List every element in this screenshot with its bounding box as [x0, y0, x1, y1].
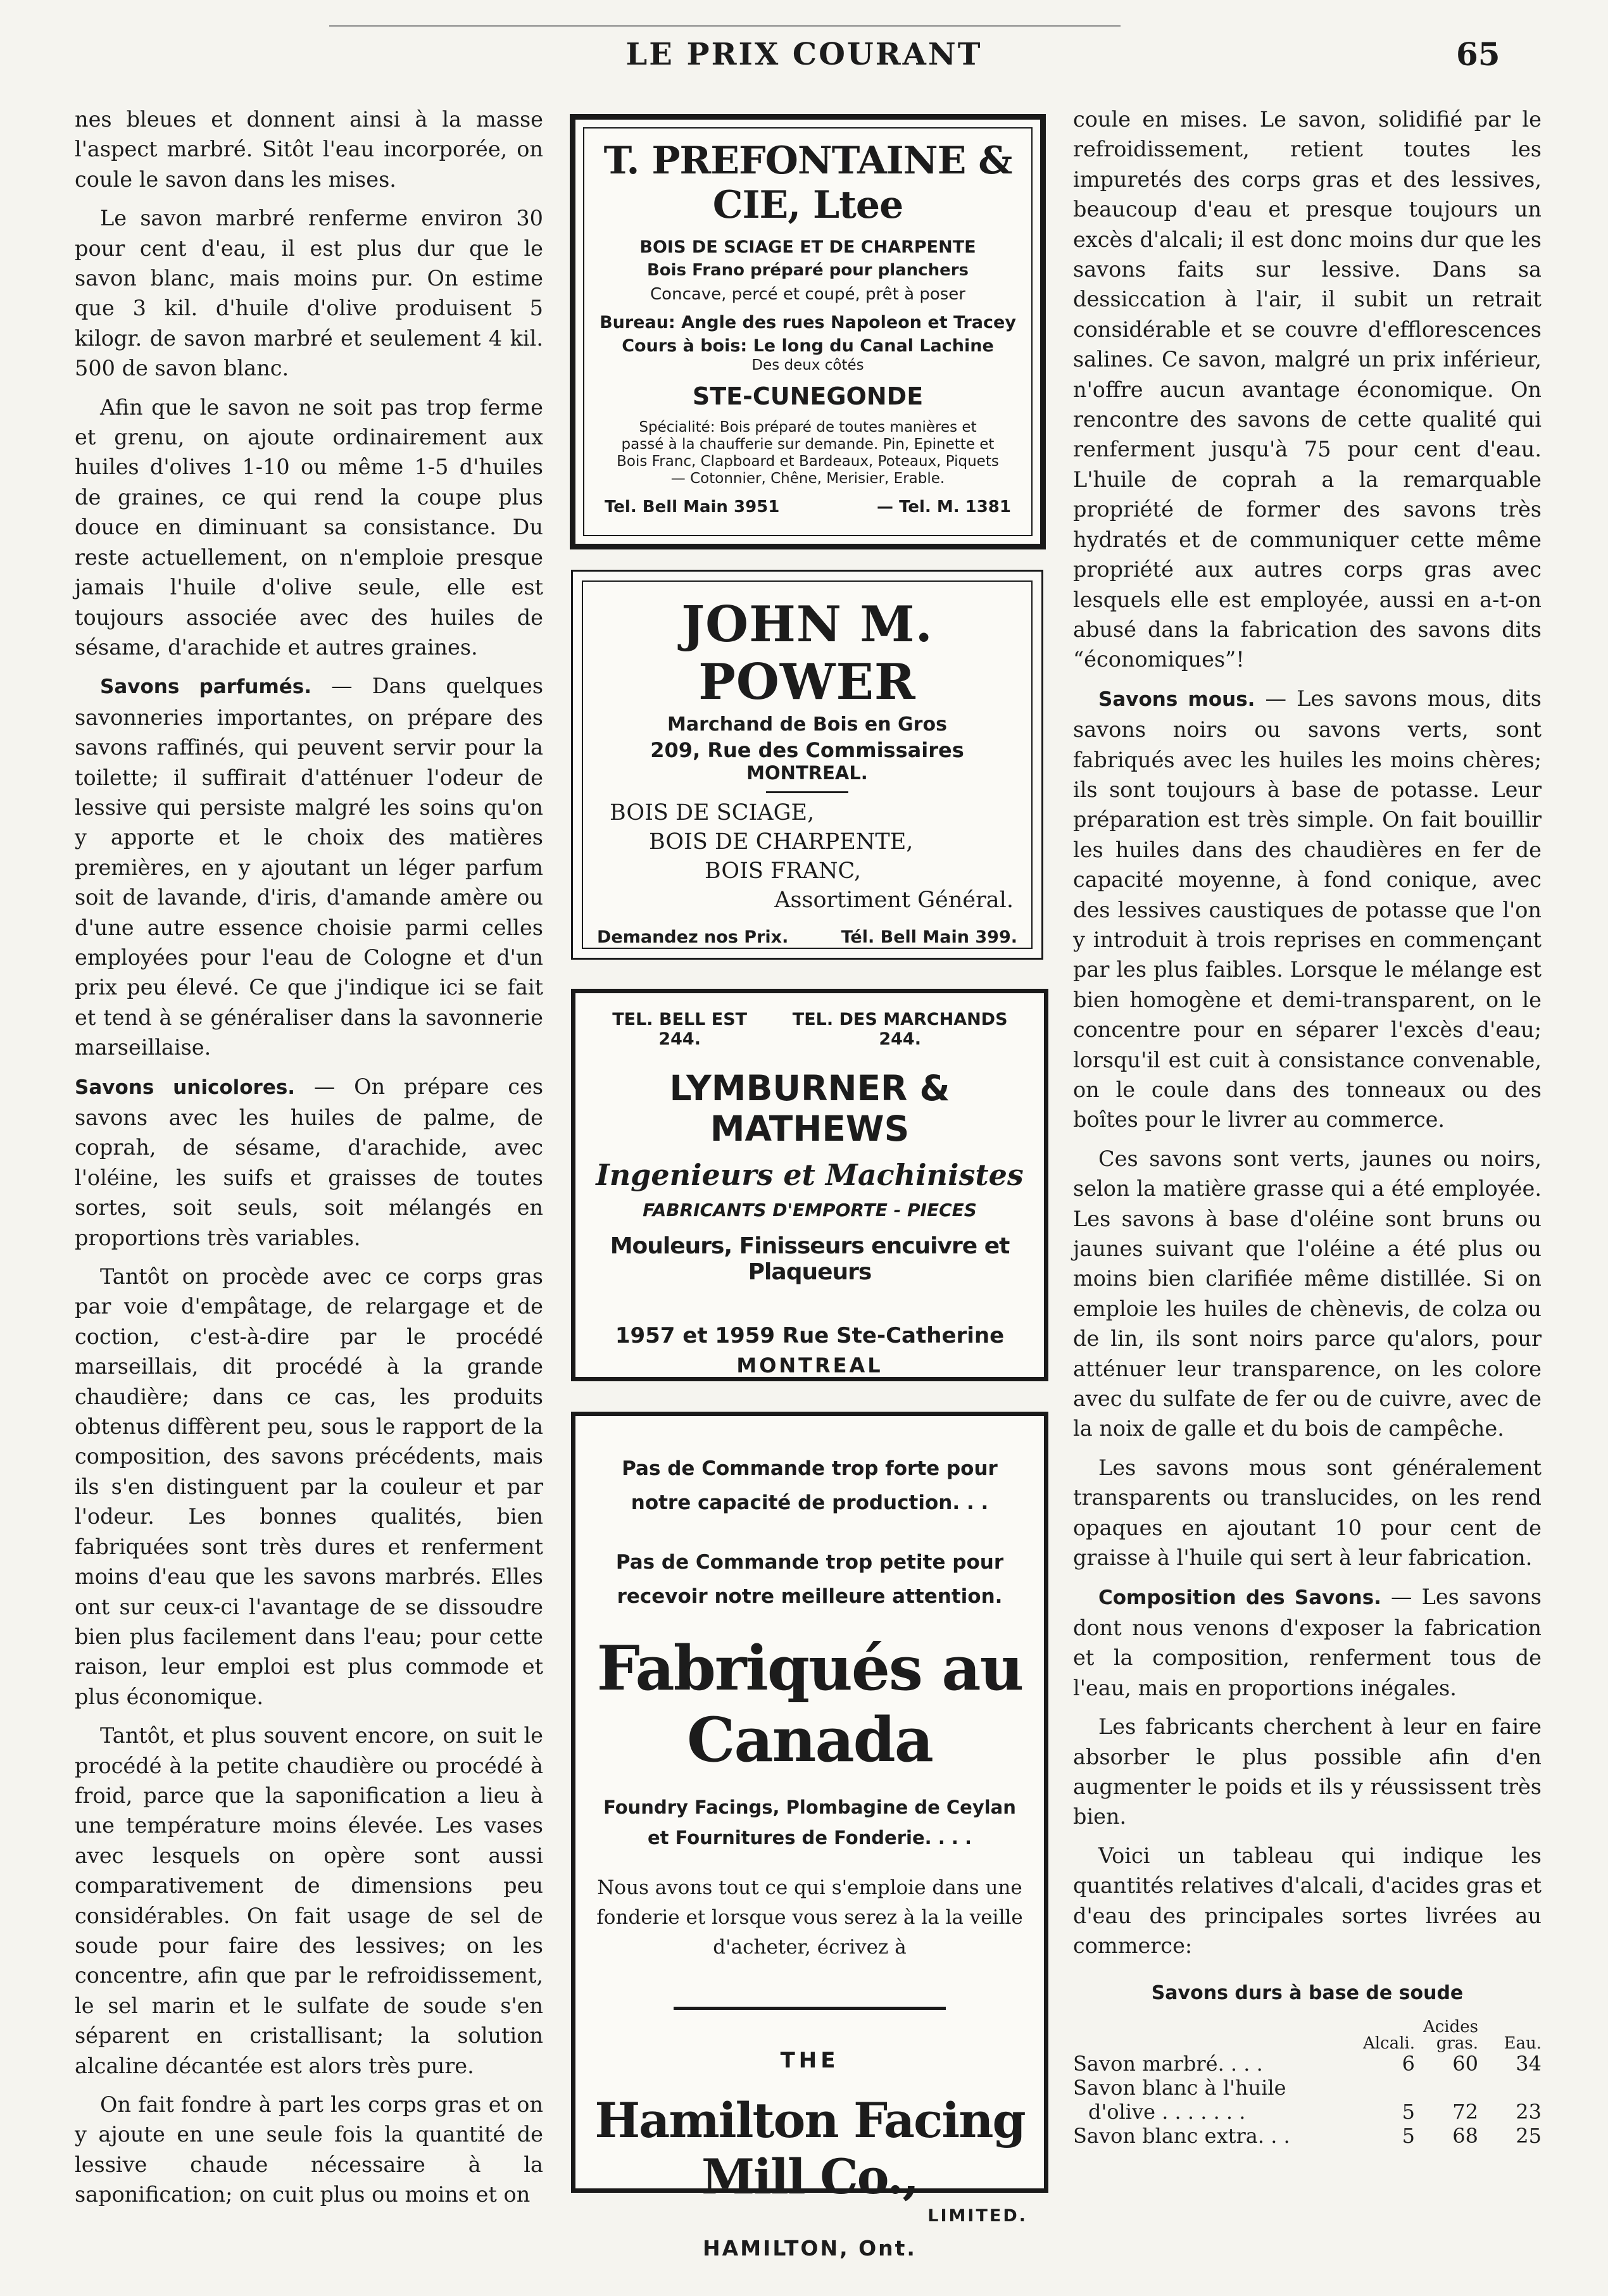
ad-city: HAMILTON, Ont.	[703, 2236, 917, 2261]
paragraph: Le savon marbré renferme environ 30 pour cent d'eau, il est plus dur que le savon blanc, mais moins pur. On estime que 3 kil. d'huile d'olive produisent 5 kilogr. de savon marbré et seulement 4 kil. 500 de savon blanc.	[75, 206, 543, 381]
cell-alcali: 6	[1402, 2051, 1415, 2076]
ad-line: Pas de Commande trop forte pour notre capacité de production. . .	[622, 1457, 998, 1514]
ad-location: STE-CUNEGONDE	[692, 382, 924, 410]
cell-alcali: 5	[1402, 2099, 1415, 2124]
paragraph: coule en mises. Le savon, solidifié par le refroidissement, retient toutes les impuretés des corps gras et des lessives, beaucoup d'eau et presque toujours un excès d'alcali; il est donc moins dur que les savons faits sur lessive. Dans sa dessiccation à l'air, il subit un retrait considérable et se couvre d'efflorescences salines. Ce savon, malgré un prix inférieur, n'offre aucun avantage économique. On rencontre des savons de cette qualité qui renferment jusqu'à 75 pour cent d'eau. L'huile de coprah a la remarquable propriété de former des savons très hydratés et de communiquer cette même propriété aux autres corps gras avec lesquels elle est employée, aussi en a-t-on abusé dans la fabrication des savons dits “économiques”!	[1073, 107, 1542, 672]
ad-line: Ingenieurs et Machinistes	[596, 1158, 1024, 1192]
cell-gras: 72	[1452, 2099, 1478, 2124]
ad-city: MONTREAL	[736, 1353, 883, 1377]
table-title: Savons durs à base de soude	[1151, 1982, 1464, 2005]
table-header-row	[1073, 2019, 1542, 2035]
paragraph: On fait fondre à part les corps gras et on y ajoute en une seule fois la quantité de lessive chaude nécessaire à la saponification; on cuit plus ou moins et on	[75, 2092, 543, 2207]
ad-city: MONTREAL.	[746, 762, 868, 784]
paragraph: Tantôt on procède avec ce corps gras par voie d'empâtage, de relargage et de coction, c'est-à-dire par le procédé marseillais, dit procédé à la grande chaudière; dans ce cas, les produits obtenus diffèrent peu, sous le rapport de la composition, des savons précédents, mais ils s'en distinguent par la couleur et par l'odeur. Les bonnes qualités, bien fabriquées sont très dures et renferment moins d'eau que les savons marbrés. Elles ont sur ceux-ci l'avantage de se dissoudre bien plus facilement dans l'eau; pour cette raison, leur emploi est plus commode et plus économique.	[75, 1264, 543, 1709]
cell-gras: 68	[1452, 2123, 1478, 2148]
run-in-heading: Savons mous.	[1098, 687, 1255, 711]
table-header-row	[1073, 2035, 1542, 2052]
ad-inner	[575, 993, 1044, 1394]
paragraph	[75, 671, 543, 1062]
ad-line: Cours à bois: Le long du Canal Lachine	[622, 336, 994, 356]
paragraph: Ces savons sont verts, jaunes ou noirs, selon la matière grasse qui a été employée. Les savons à base d'oléine sont bruns ou jaunes suivant que l'oléine a été plus ou moins bien clarifiée même distillée. Si on emploie les huiles de chènevis, de colza ou de lin, ils sont noirs parce qu'alors, pour atténuer leur transparence, on les colore avec du sulfate de fer ou de cuivre, avec de la noix de galle et du bois de campêche.	[1073, 1146, 1542, 1441]
paragraph: Les savons mous sont généralement transparents ou translucides, on les rend opaques en ajoutant 10 pour cent de graisse à l'huile qui sert à leur fabrication.	[1073, 1455, 1542, 1571]
ad-company-name: Hamilton Facing Mill Co.,	[594, 2092, 1025, 2205]
ad-company-name: JOHN M. POWER	[681, 596, 933, 711]
ad-tel-right: TEL. DES MARCHANDS 244.	[792, 1010, 1008, 1049]
run-in-heading: Composition des Savons.	[1098, 1586, 1381, 1609]
ad-company-name: LYMBURNER & MATHEWS	[669, 1068, 950, 1149]
column-header-eau: Eau.	[1504, 2033, 1542, 2053]
paragraph: Tantôt, et plus souvent encore, on suit le procédé à la petite chaudière ou procédé à froid, parce que la saponification a lieu à une température moins élevée. Les vases avec lesquels on opère sont aussi comparativement de dimensions peu considérables. On fait usage de sel de soude pour faire des lessives; on les concentre, afin que par le refroidissement, le sel marin et le sulfate de soude s'en séparent en cristallisant; la solution alcaline décantée est alors très pure.	[75, 1723, 543, 2078]
ad-line: THE	[780, 2048, 839, 2073]
ad-tel-right: — Tel. M. 1381	[877, 498, 1011, 517]
ad-inner-frame	[583, 127, 1033, 536]
paragraph: Afin que le savon ne soit pas trop ferme et grenu, on ajoute ordinairement aux huiles d'olives 1-10 ou même 1-5 d'huiles de graines, ce qui rend la coupe plus douce en diminuant sa consistance. Du reste actuellement, on n'emploie presque jamais l'huile d'olive seule, elle est toujours associée avec des huiles de sésame, d'arachide et autres graines.	[75, 394, 543, 660]
ad-line: Bureau: Angle des rues Napoleon et Tracey	[600, 313, 1016, 332]
ad-footer-right: Tél. Bell Main 399.	[841, 927, 1017, 947]
paragraph: Voici un tableau qui indique les quantités relatives d'alcali, d'acides gras et d'eau des principales sortes livrées au commerce:	[1073, 1843, 1542, 1958]
ad-john-power	[571, 570, 1043, 960]
ad-telephones	[589, 1010, 1030, 1049]
ad-telephones	[597, 498, 1019, 517]
ad-line: Foundry Facings, Plombagine de Ceylan et Fournitures de Fonderie. . . .	[603, 1797, 1016, 1848]
ad-hamilton-facing-mill	[571, 1412, 1048, 2261]
paragraph	[1073, 1582, 1542, 1703]
cell-gras: 60	[1452, 2051, 1478, 2076]
ad-specialty: Spécialité: Bois préparé de toutes manières et passé à la chaufferie sur demande. Pin, Epinette et Bois Franc, Clapboard et Bardeaux, Poteaux, Piquets — Cotonnier, Chêne, Merisier, Erable.	[617, 419, 999, 487]
page-header	[0, 25, 1608, 82]
ad-line: Des deux côtés	[751, 357, 864, 373]
ad-line: LIMITED.	[927, 2206, 1027, 2226]
table-row	[1073, 2124, 1542, 2148]
ad-line: 209, Rue des Commissaires	[650, 738, 964, 762]
row-name: d'olive . . . . . . .	[1088, 2099, 1246, 2124]
row-name: Savon blanc à l'huile	[1073, 2075, 1286, 2100]
ad-footer-left: Demandez nos Prix.	[597, 927, 789, 947]
ad-line: Bois Frano préparé pour planchers	[646, 261, 969, 280]
paragraph-body: — Dans quelques savonneries importantes, on prépare des savons raffinés, qui peuvent servir pour la toilette; il suffirait d'atténuer l'odeur de lessive qui persiste malgré les soins qu'on y apporte et le choix des matières premières, en y ajoutant un léger parfum soit de lavande, d'iris, d'amande amère ou d'une autre essence choisie parmi celles employées pour l'eau de Cologne et d'un prix peu élevé. Ce que j'indique ici se fait et tend à se généraliser dans la savonnerie marseillaise.	[75, 674, 544, 1060]
paragraph	[1073, 684, 1542, 1135]
row-name: Savon marbré. . . .	[1073, 2051, 1263, 2076]
cell-gras	[1415, 2076, 1478, 2100]
paragraph-body: — Les savons dont nous venons d'exposer la fabrication et la composition, renferment tous de l'eau, mais en proportions inégales.	[1073, 1584, 1542, 1700]
table-header-group: Acides	[1423, 2017, 1478, 2036]
ad-tel-left: TEL. BELL EST 244.	[612, 1010, 748, 1049]
column-header-gras: gras.	[1436, 2033, 1478, 2053]
ad-headline: Fabriqués au Canada	[596, 1633, 1023, 1776]
ad-tel-left: Tel. Bell Main 3951	[605, 498, 780, 517]
run-in-heading: Savons parfumés.	[100, 675, 312, 699]
ad-line: Mouleurs, Finisseurs encuivre et Plaqueurs	[610, 1233, 1010, 1285]
paragraph	[75, 1072, 543, 1253]
paragraph: Les fabricants cherchent à leur en faire absorber le plus possible afin d'en augmenter le poids et ils y réussissent très bien.	[1073, 1714, 1542, 1829]
ad-prefontaine	[570, 114, 1046, 549]
ad-line: BOIS DE SCIAGE ET DE CHARPENTE	[639, 237, 976, 257]
ad-company-name: T. PREFONTAINE & CIE, Ltee	[603, 139, 1012, 227]
row-name: Savon blanc extra. . .	[1073, 2123, 1290, 2148]
ad-line: FABRICANTS D'EMPORTE - PIECES	[643, 1200, 977, 1220]
ad-wood-item: BOIS FRANC,	[705, 858, 862, 884]
run-in-heading: Savons unicolores.	[75, 1076, 296, 1099]
ad-lymburner-mathews	[571, 989, 1048, 1381]
cell-eau: 34	[1516, 2051, 1542, 2076]
paragraph-body: — On prépare ces savons avec les huiles de palme, de coprah, de sésame, d'arachide, avec l'oléine, les suifs et graisses de toutes sortes, soit seuls, soit mélangés en proportions très variables.	[75, 1074, 544, 1250]
left-text-column	[75, 104, 543, 2219]
ad-wood-item: Assortiment Général.	[774, 888, 1014, 913]
ad-line: Concave, percé et coupé, prêt à poser	[650, 285, 965, 304]
cell-alcali: 5	[1402, 2123, 1415, 2148]
journal-title: LE PRIX COURANT	[625, 37, 983, 72]
ad-footer	[597, 927, 1017, 947]
ad-line: Marchand de Bois en Gros	[667, 713, 947, 736]
table-row	[1073, 2100, 1542, 2124]
ad-wood-list	[597, 798, 1017, 915]
ad-wood-item: BOIS DE CHARPENTE,	[649, 829, 914, 855]
ad-inner	[575, 1416, 1044, 2296]
header-rule	[329, 25, 1121, 27]
cell-eau	[1478, 2076, 1542, 2100]
table-row	[1073, 2052, 1542, 2076]
ad-address: 1957 et 1959 Rue Ste-Catherine	[615, 1323, 1005, 1348]
cell-alcali	[1352, 2076, 1415, 2100]
ad-divider	[766, 791, 848, 793]
ad-wood-item: BOIS DE SCIAGE,	[610, 800, 815, 825]
paragraph-body: — Les savons mous, dits savons noirs ou savons verts, sont fabriqués avec les huiles les moins chères; ils sont toujours à base de potasse. Leur préparation est très simple. On fait bouillir les huiles dans des chaudières en fer de capacité moyenne, à fond conique, avec des lessives caustiques de potasse que l'on y introduit à trois reprises en commençant par les plus faibles. Lorsque le mélange est bien homogène et demi-transparent, on le concentre pour en séparer l'excès d'eau; lorsqu'il est cuit à consistance convenable, on le coule dans des tonneaux ou des boîtes pour le livrer au commerce.	[1073, 686, 1542, 1132]
ad-inner-frame	[582, 580, 1033, 949]
ad-line: Pas de Commande trop petite pour recevoir notre meilleure attention.	[615, 1551, 1004, 1608]
page-number: 65	[1456, 35, 1500, 73]
cell-eau: 23	[1516, 2099, 1542, 2124]
soap-composition-table	[1073, 2019, 1542, 2148]
cell-eau: 25	[1516, 2123, 1542, 2148]
paragraph: nes bleues et donnent ainsi à la masse l'aspect marbré. Sitôt l'eau incorporée, on coule le savon dans les mises.	[75, 107, 543, 192]
right-text-column	[1073, 104, 1542, 2148]
ad-divider	[674, 2007, 946, 2010]
table-row	[1073, 2076, 1542, 2100]
ad-line: Nous avons tout ce qui s'emploie dans une fonderie et lorsque vous serez à la la veille d'acheter, écrivez à	[596, 1876, 1023, 1959]
column-header-alcali: Alcali.	[1362, 2033, 1415, 2053]
